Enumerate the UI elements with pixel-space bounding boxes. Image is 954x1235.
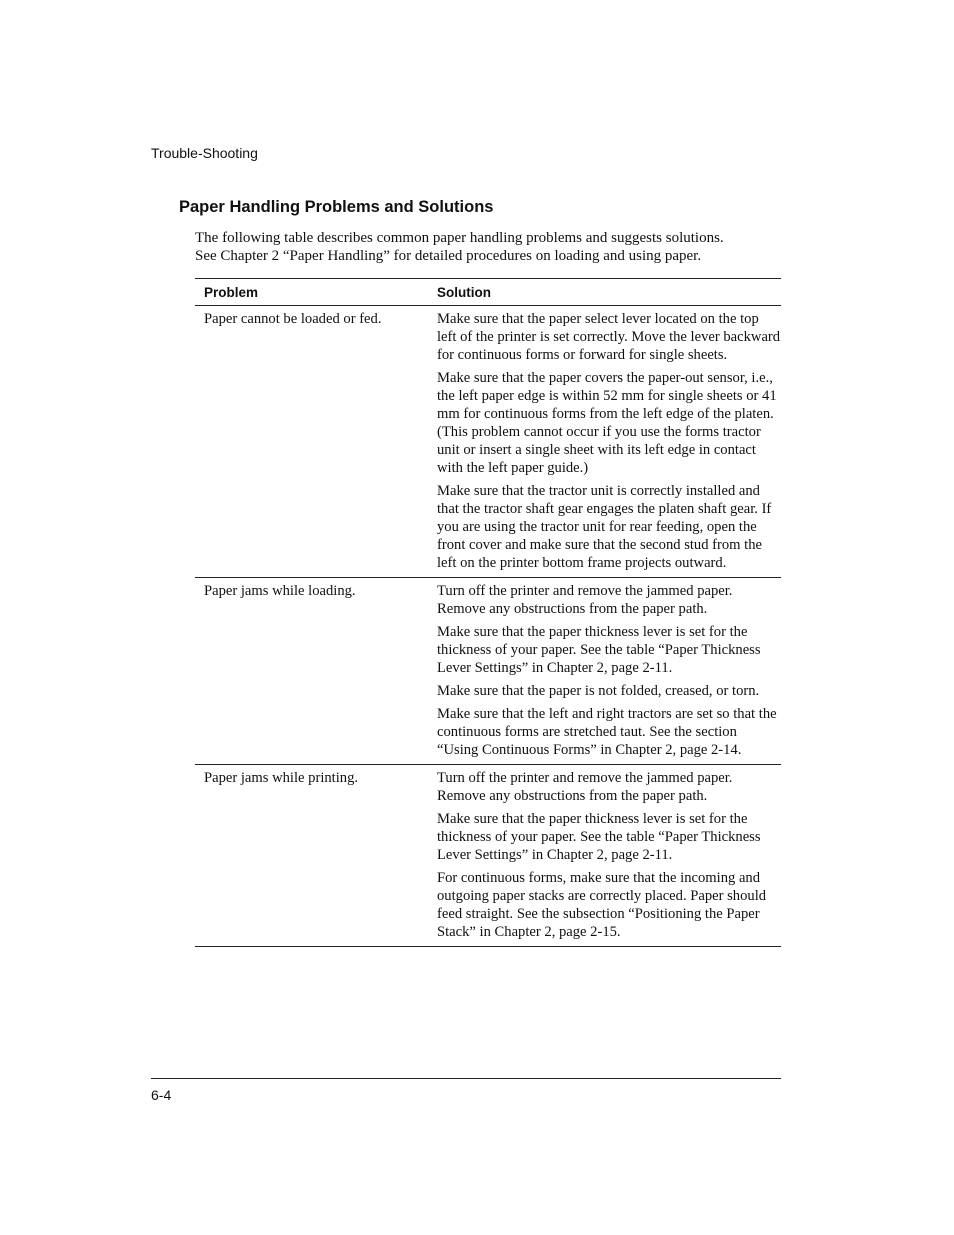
solution-paragraph: Turn off the printer and remove the jammed paper. Remove any obstructions from the paper path. <box>437 770 733 804</box>
solution-cell <box>428 306 781 578</box>
problem-cell: Paper cannot be loaded or fed. <box>195 306 428 578</box>
solution-paragraph: Turn off the printer and remove the jammed paper. Remove any obstructions from the paper path. <box>437 583 733 617</box>
solution-paragraph: Make sure that the paper is not folded, creased, or torn. <box>437 683 760 699</box>
table-row <box>195 578 781 765</box>
table-row <box>195 765 781 947</box>
solution-paragraph: Make sure that the paper covers the paper-out sensor, i.e., the left paper edge is within 52 mm for single sheets or 41 mm for continuous forms from the left edge of the platen. (This problem cannot occur if you use the forms tractor unit or insert a single sheet with its left edge in contact with the left paper guide.) <box>437 370 777 476</box>
section-title: Paper Handling Problems and Solutions <box>179 198 494 216</box>
problems-solutions-table <box>195 278 781 947</box>
intro-line: See Chapter 2 “Paper Handling” for detailed procedures on loading and using paper. <box>195 248 702 264</box>
solution-paragraph: Make sure that the left and right tractors are set so that the continuous forms are stretched taut. See the section “Using Continuous Forms” in Chapter 2, page 2-14. <box>437 706 777 758</box>
table-row <box>195 306 781 578</box>
column-header-solution: Solution <box>428 279 781 306</box>
table-header-row <box>195 279 781 306</box>
intro-line: The following table describes common paper handling problems and suggests solutions. <box>195 230 724 246</box>
column-header-problem: Problem <box>195 279 428 306</box>
problem-cell: Paper jams while printing. <box>195 765 428 947</box>
solution-cell <box>428 578 781 765</box>
running-header: Trouble-Shooting <box>151 145 258 161</box>
footer-divider <box>151 1078 781 1079</box>
solution-paragraph: For continuous forms, make sure that the incoming and outgoing paper stacks are correctly placed. Paper should feed straight. See the subsection “Positioning the Paper Stack” in Chapter 2, page 2-15. <box>437 870 767 940</box>
page-number: 6-4 <box>151 1087 172 1103</box>
problem-cell: Paper jams while loading. <box>195 578 428 765</box>
solution-paragraph: Make sure that the paper thickness lever is set for the thickness of your paper. See the table “Paper Thickness Lever Settings” in Chapter 2, page 2-11. <box>437 811 761 863</box>
solution-paragraph: Make sure that the paper select lever located on the top left of the printer is set correctly. Move the lever backward for continuous forms or forward for single sheets. <box>437 311 781 363</box>
solution-cell <box>428 765 781 947</box>
solution-paragraph: Make sure that the paper thickness lever is set for the thickness of your paper. See the table “Paper Thickness Lever Settings” in Chapter 2, page 2-11. <box>437 624 761 676</box>
solution-paragraph: Make sure that the tractor unit is correctly installed and that the tractor shaft gear engages the platen shaft gear. If you are using the tractor unit for rear feeding, open the front cover and make sure that the second stud from the left on the printer bottom frame projects outward. <box>437 483 772 571</box>
intro-paragraph <box>195 229 785 265</box>
